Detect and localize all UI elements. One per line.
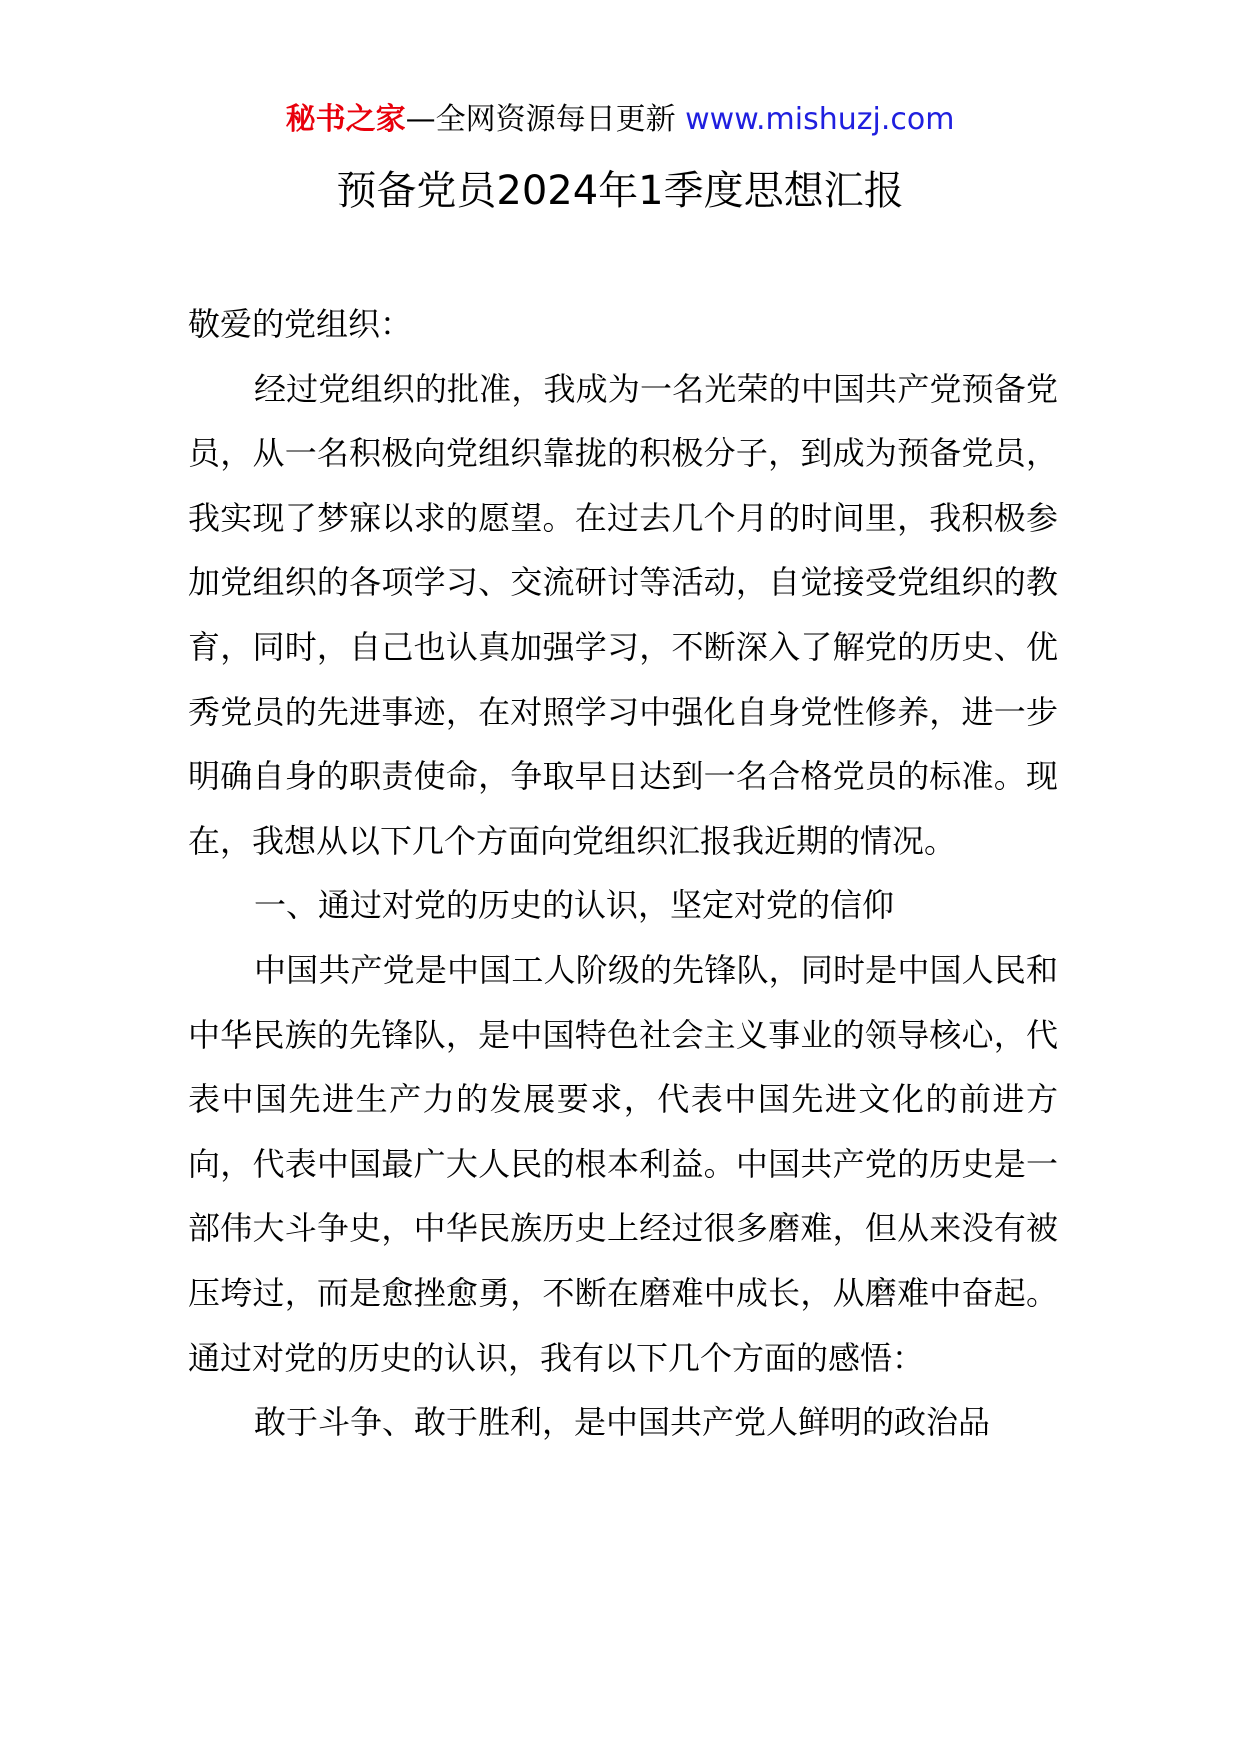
section-heading: 一、通过对党的历史的认识，坚定对党的信仰 xyxy=(254,886,895,925)
document-body xyxy=(188,292,1058,1455)
intro-paragraph: 经过党组织的批准，我成为一名光荣的中国共产党预备党员，从一名积极向党组织靠拢的积极分子，到成为预备党员，我实现了梦寐以求的愿望。在过去几个月的时间里，我积极参加党组织的各项学习、交流研讨等活动，自觉接受党组织的教育，同时，自己也认真加强学习，不断深入了解党的历史、优秀党员的先进事迹，在对照学习中强化自身党性修养，进一步明确自身的职责使命，争取早日达到一名合格党员的标准。现在，我想从以下几个方面向党组织汇报我近期的情况。 xyxy=(188,369,1058,860)
document-title: 预备党员2024年1季度思想汇报 xyxy=(336,168,904,214)
section-paragraph: 中国共产党是中国工人阶级的先锋队，同时是中国人民和中华民族的先锋队，是中国特色社会主义事业的领导核心，代表中国先进生产力的发展要求，代表中国先进文化的前进方向，代表中国最广大人民的根本利益。中国共产党的历史是一部伟大斗争史，中华民族历史上经过很多磨难，但从来没有被压垮过，而是愈挫愈勇，不断在磨难中成长，从磨难中奋起。通过对党的历史的认识，我有以下几个方面的感悟： xyxy=(188,950,1058,1377)
site-banner xyxy=(0,98,1240,142)
site-url-link[interactable]: www.mishuzj.com xyxy=(685,102,955,137)
site-slogan: —全网资源每日更新 xyxy=(405,102,686,137)
site-name: 秘书之家 xyxy=(285,102,406,137)
salutation: 敬爱的党组织： xyxy=(188,305,413,343)
section-paragraph: 敢于斗争、敢于胜利，是中国共产党人鲜明的政治品 xyxy=(254,1403,991,1442)
